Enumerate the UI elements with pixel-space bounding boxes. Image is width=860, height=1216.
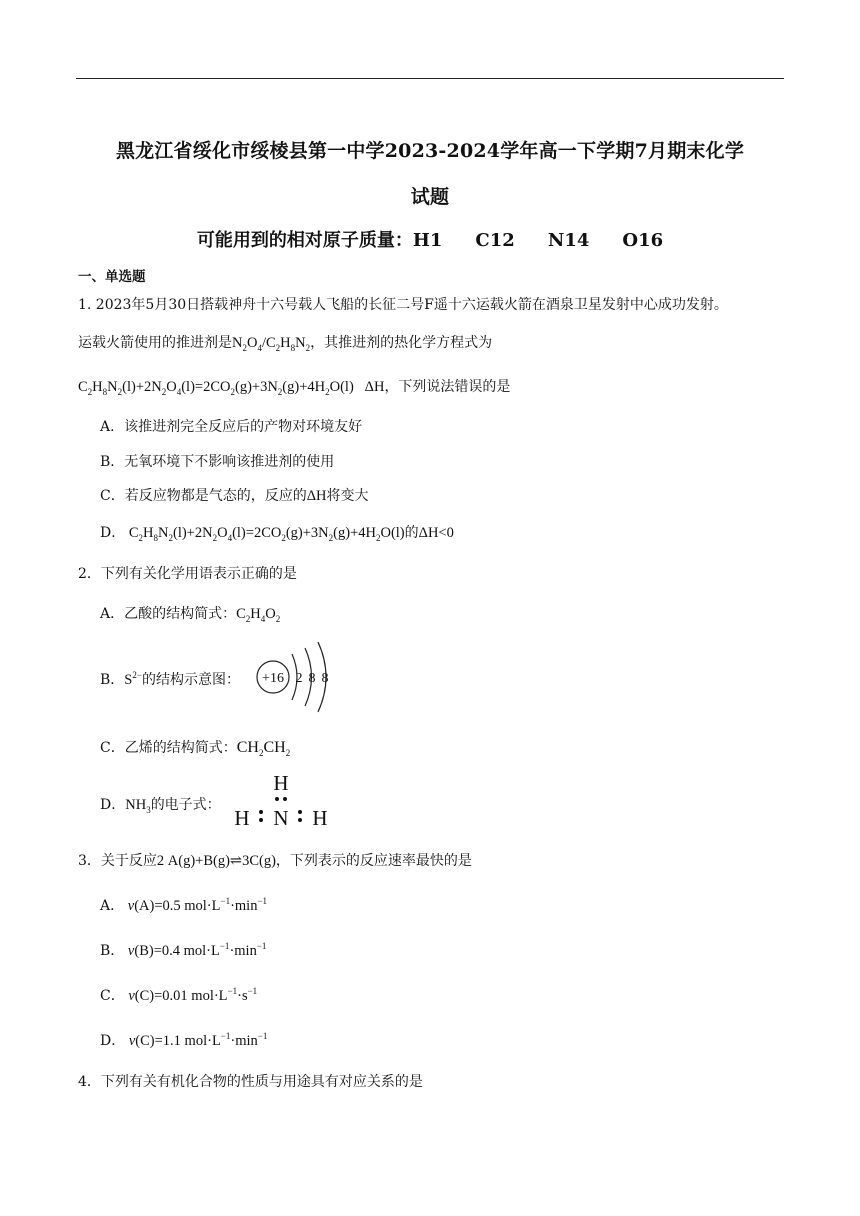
document-title-cont: 试题	[410, 186, 450, 208]
sulfide-ion-structure-diagram	[252, 640, 342, 716]
hydrogen-right: H	[312, 806, 328, 830]
q3-option-a: A． v(A)=0.5 $mol\cdot L^{-1}\cdot\min^{-1}$	[100, 896, 268, 914]
atomic-mass-note: 可能用到的相对原子质量：H1 C12 N14 O16	[196, 230, 664, 251]
q2-stem: 2．下列有关化学用语表示正确的是	[78, 566, 297, 582]
q1-option-d: D． $C_2H_8N_2(l)+2N_2O_4(l)=2CO_2(g)+3N_2(g)+4H_2O(l)$的ΔH<0	[100, 525, 454, 543]
shell-electron-count-1: 2	[295, 671, 303, 686]
q2-option-a: A．乙酸的结构简式：$C_2H_4O_2$	[100, 606, 281, 624]
q1-option-b: B．无氧环境下不影响该推进剂的使用	[100, 454, 335, 470]
q1-stem-line2: 运载火箭使用的推进剂是$N_2O_4/C_2H_8N_2$，其推进剂的热化学方程式为	[78, 335, 493, 353]
q2-option-c: C．乙烯的结构简式：$CH_2CH_2$	[100, 739, 291, 759]
nucleus-charge-label: +16	[262, 671, 284, 686]
q3-option-c: C． v(C)=0.01 $mol\cdot L^{-1}\cdot s^{-1}$	[100, 986, 258, 1004]
q3-option-d: D． v(C)=1.1 $mol\cdot L^{-1}\cdot\min^{-1}$	[100, 1031, 268, 1049]
q1-option-a: A．该推进剂完全反应后的产物对环境友好	[100, 419, 363, 435]
q3-stem: 3．关于反应2 A(g)+B(g)⇌3C(g)，下列表示的反应速率最快的是	[78, 853, 472, 869]
document-title: 黑龙江省绥化市绥棱县第一中学2023-2024学年高一下学期7月期末化学	[115, 140, 745, 162]
ammonia-electron-dot-formula	[228, 770, 334, 830]
nitrogen-center: N	[273, 806, 289, 830]
section-heading: 一、单选题	[78, 269, 146, 285]
q2-option-d: D．$NH_3$的电子式：	[100, 797, 221, 815]
hydrogen-left: H	[234, 806, 250, 830]
q3-option-b: B． v(B)=0.4 $mol\cdot L^{-1}\cdot\min^{-1}$	[100, 941, 267, 959]
hydrogen-top: H	[273, 771, 289, 795]
shell-electron-count-3: 8	[321, 671, 329, 686]
q1-thermo-equation: $C_2H_8N_2(l)+2N_2O_4(l)=2CO_2(g)+3N_2(g)+4H_2O(l)$ ΔH，下列说法错误的是	[78, 379, 511, 397]
header-rule	[76, 78, 784, 79]
q2-option-b: B．$S^{2-}$的结构示意图：	[100, 670, 240, 688]
q1-option-c: C．若反应物都是气态的，反应的ΔH将变大	[100, 488, 369, 504]
q4-stem: 4．下列有关有机化合物的性质与用途具有对应关系的是	[78, 1074, 423, 1090]
shell-electron-count-2: 8	[308, 671, 316, 686]
q1-stem-line1: 1. 2023年5月30日搭载神舟十六号载人飞船的长征二号F遥十六运载火箭在酒泉卫星发射中心成功发射。	[78, 297, 728, 313]
